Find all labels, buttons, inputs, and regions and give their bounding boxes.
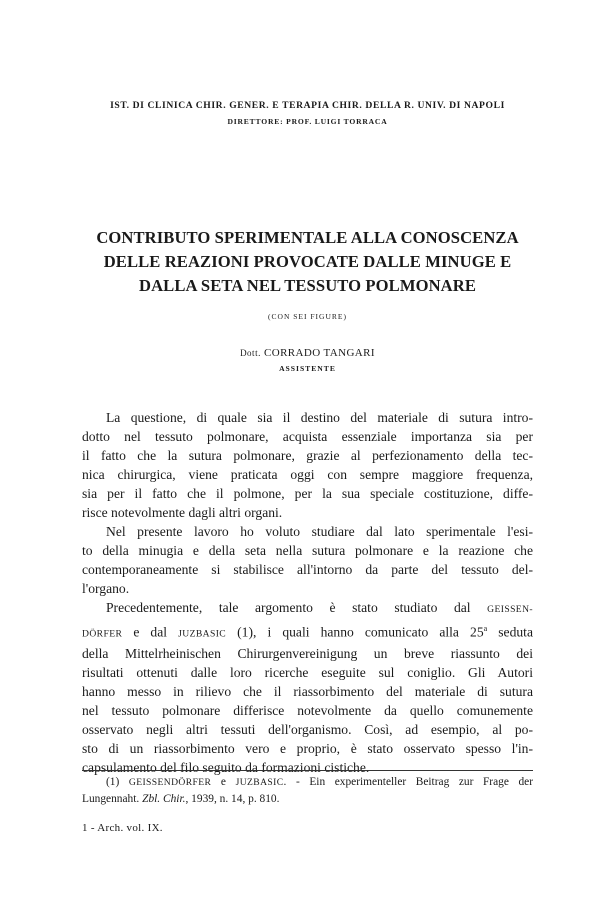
author-line [60, 347, 555, 359]
text-line: capsulamento del filo seguito da formazioni cistiche. [82, 759, 370, 775]
text-line: osservato negli altri tessuti dell'organismo. Così, ad esempio, al po- [82, 721, 533, 737]
title-line: DELLE REAZIONI PROVOCATE DALLE MINUGE E [103, 252, 512, 271]
director-line: DIRETTORE: PROF. LUIGI TORRACA [227, 117, 388, 126]
text-run: Precedentemente, tale argomento è stato studiato dal [106, 600, 488, 615]
figure-note: (CON SEI FIGURE) [268, 312, 347, 321]
text-run: e [211, 776, 236, 788]
article-title [40, 226, 575, 298]
text-run: (1), i quali hanno comunicato alla 25 [226, 624, 484, 640]
author-ref: GEISSENDÖRFER [128, 777, 212, 788]
text-line: dotto nel tessuto polmonare, acquista essenziale importanza sia per [82, 429, 533, 444]
text-line: sia per il fatto che il polmone, per la sua speciale costituzione, diffe- [82, 486, 533, 501]
text-line [82, 619, 533, 644]
title-line: CONTRIBUTO SPERIMENTALE ALLA CONOSCENZA [96, 228, 519, 247]
footnote-line [82, 774, 533, 791]
text-line: nica chirurgica, viene praticata oggi con sempre maggiore frequenza, [82, 467, 533, 482]
footnote [82, 774, 533, 808]
text-line: sto di un riassorbimento vero e proprio, è stato osservato spesso l'in- [82, 740, 533, 756]
author-prefix: Dott. [240, 348, 261, 358]
text-line: l'organo. [82, 581, 130, 596]
text-run: , 1939, n. 14, p. 810. [185, 793, 280, 805]
paragraph [82, 598, 533, 777]
text-line [82, 598, 533, 619]
text-run: Lungennaht. [82, 793, 143, 805]
text-line: risultati ottenuti dalle loro ricerche eseguite sul coniglio. Gli Autori [82, 664, 533, 680]
text-run: . - Ein experimenteller Beitrag zur Frage der [283, 776, 533, 788]
footnote-divider [82, 770, 533, 771]
author-ref: GEISSEN- [487, 604, 533, 615]
text-line: nel tessuto polmonare differisce notevolmente da quello comunemente [82, 702, 533, 718]
institute-heading: IST. DI CLINICA CHIR. GENER. E TERAPIA CHIR. DELLA R. UNIV. DI NAPOLI [110, 100, 505, 111]
author-ref: JUZBASIC [178, 628, 227, 640]
text-line: to della minugia e della seta nella sutura polmonare e la reazione che [82, 543, 533, 558]
text-line: Nel presente lavoro ho voluto studiare dal lato sperimentale l'esi- [106, 524, 533, 539]
body-text [82, 408, 533, 777]
text-line: della Mittelrheinischen Chirurgenvereinigung un breve riassunto dei [82, 645, 533, 661]
paragraph [82, 408, 533, 522]
author-ref: JUZBASIC [235, 777, 284, 788]
signature-mark: 1 - Arch. vol. IX. [82, 822, 163, 834]
author-ref: DÖRFER [82, 628, 123, 640]
text-run: seduta [487, 624, 533, 640]
title-line: DALLA SETA NEL TESSUTO POLMONARE [138, 276, 477, 295]
ordinal-sup: a [483, 624, 488, 633]
journal-name: Zbl. Chir. [142, 793, 186, 805]
paragraph [82, 522, 533, 598]
text-run: e dal [122, 624, 179, 640]
footnote-number: (1) [106, 776, 129, 788]
author-name: CORRADO TANGARI [263, 347, 375, 359]
text-line: hanno messo in rilievo che il riassorbimento del materiale di sutura [82, 683, 533, 699]
text-line: il fatto che la sutura polmonare, grazie al perfezionamento della tec- [82, 448, 533, 463]
footnote-line [82, 791, 533, 808]
text-line: contemporaneamente si stabilisce all'intorno da parte del tessuto del- [82, 562, 533, 577]
text-line: La questione, di quale sia il destino del materiale di sutura intro- [106, 410, 533, 425]
author-role: ASSISTENTE [279, 364, 336, 373]
text-line: risce notevolmente dagli altri organi. [82, 505, 283, 520]
